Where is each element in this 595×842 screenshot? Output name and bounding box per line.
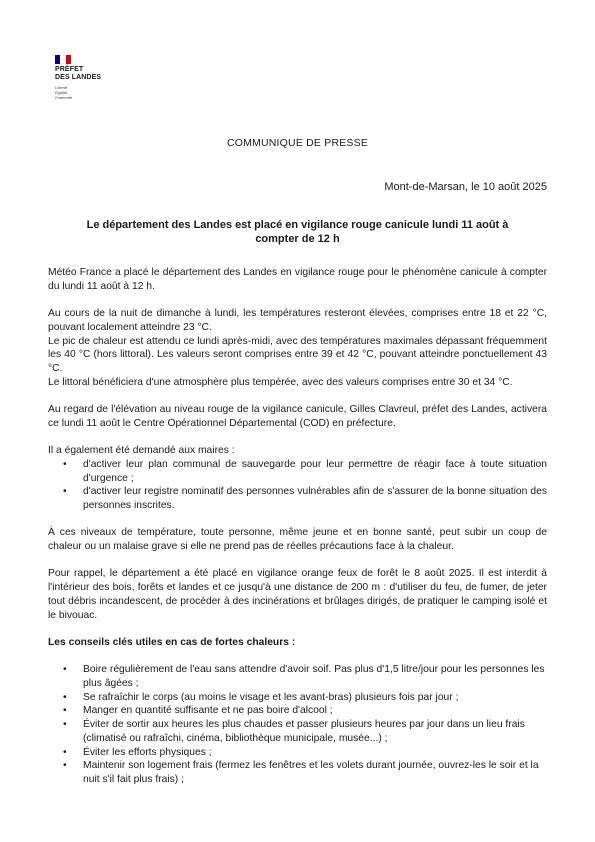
press-release-title — [80, 218, 515, 246]
document-kind: COMMUNIQUE DE PRESSE — [226, 137, 369, 149]
advice-list — [48, 663, 547, 786]
logo-line-prefet: PRÉFET — [55, 66, 84, 73]
list-item: • Boire régulièrement de l'eau sans attendre d'avoir soif. Pas plus d'1,5 litre/jour pour les personnes les plus âgées ; — [83, 663, 547, 690]
title-line-2: compter de 12 h — [255, 233, 340, 245]
list-item: • Maintenir son logement frais (fermez les fenêtres et les volets durant journée, ouvrez-les le soir et la nuit s'il fait plus frais) ; — [83, 759, 547, 786]
paragraph-night-temperatures: Au cours de la nuit de dimanche à lundi, les températures resteront élevées, comprises entre 18 et 22 °C, pouvant localement atteindre 23 °C. — [48, 308, 547, 333]
french-flag-icon — [55, 55, 71, 64]
mayors-list — [48, 458, 547, 513]
paragraph-vigilance: Météo France a placé le département des Landes en vigilance rouge pour le phénomène canicule à compter du lundi 11 août à 12 h. — [48, 267, 547, 292]
paragraph-heat-peak: Le pic de chaleur est attendu ce lundi après-midi, avec des températures maximales dépassant fréquemment les 40 °C (hors littoral). Les valeurs seront comprises entre 39 et 42 °C, pouvant atteindre ponctuellement 43 °C. — [48, 335, 547, 374]
motto-fraternite: Fraternité — [55, 95, 73, 100]
list-item: • d'activer leur plan communal de sauvegarde pour leur permettre de réagir face à toute situation d'urgence ; — [83, 458, 547, 485]
title-line-1: Le département des Landes est placé en vigilance rouge canicule lundi 11 août à — [86, 219, 509, 231]
paragraph-forest-fire: Pour rappel, le département a été placé en vigilance orange feux de forêt le 8 août 2025. Il est interdit à l'intérieur des bois, forêts et landes et ce jusqu'à une distance de 200 m : d'utiliser du feu, de fumer, de jeter tout débris incandescent, de procéder à des incinérations et brûlages dirigés, de pratiquer le camping isolé et le bivouac. — [48, 568, 547, 621]
document-body — [48, 266, 547, 787]
logo-line-landes: DES LANDES — [55, 74, 102, 81]
place-date: Mont-de-Marsan, le 10 août 2025 — [384, 181, 547, 193]
list-item: • Manger en quantité suffisante et ne pas boire d'alcool ; — [83, 704, 547, 718]
motto-egalite: Égalité — [55, 90, 68, 95]
paragraph-mayors: Il a également été demandé aux maires : — [48, 445, 235, 457]
advice-heading: Les conseils clés utiles en cas de fortes chaleurs : — [48, 636, 296, 648]
republic-motto — [55, 85, 101, 100]
list-item: • Éviter de sortir aux heures les plus chaudes et passer plusieurs heures par jour dans un lieu frais (climatisé ou rafraîchi, cinéma, bibliothèque municipale, musée...) ; — [83, 718, 547, 745]
paragraph-cod: Au regard de l'élévation au niveau rouge de la vigilance canicule, Gilles Clavreul, préfet des Landes, activera ce lundi 11 août le Centre Opérationnel Départemental (COD) en préfecture. — [48, 404, 547, 429]
prefecture-logo — [55, 55, 101, 100]
list-item: • Se rafraîchir le corps (au moins le visage et les avant-bras) plusieurs fois par jour ; — [83, 691, 547, 705]
motto-liberte: Liberté — [55, 85, 68, 90]
list-item: • Éviter les efforts physiques ; — [83, 746, 547, 760]
paragraph-coast: Le littoral bénéficiera d'une atmosphère plus tempérée, avec des valeurs comprises entre 30 et 34 °C. — [48, 376, 513, 388]
list-item: • d'activer leur registre nominatif des personnes vulnérables afin de s'assurer de la bonne situation des personnes inscrites. — [83, 485, 547, 512]
paragraph-risk: À ces niveaux de température, toute personne, même jeune et en bonne santé, peut subir un coup de chaleur ou un malaise grave si elle ne prend pas de réelles précautions face à la chaleur. — [48, 527, 547, 552]
